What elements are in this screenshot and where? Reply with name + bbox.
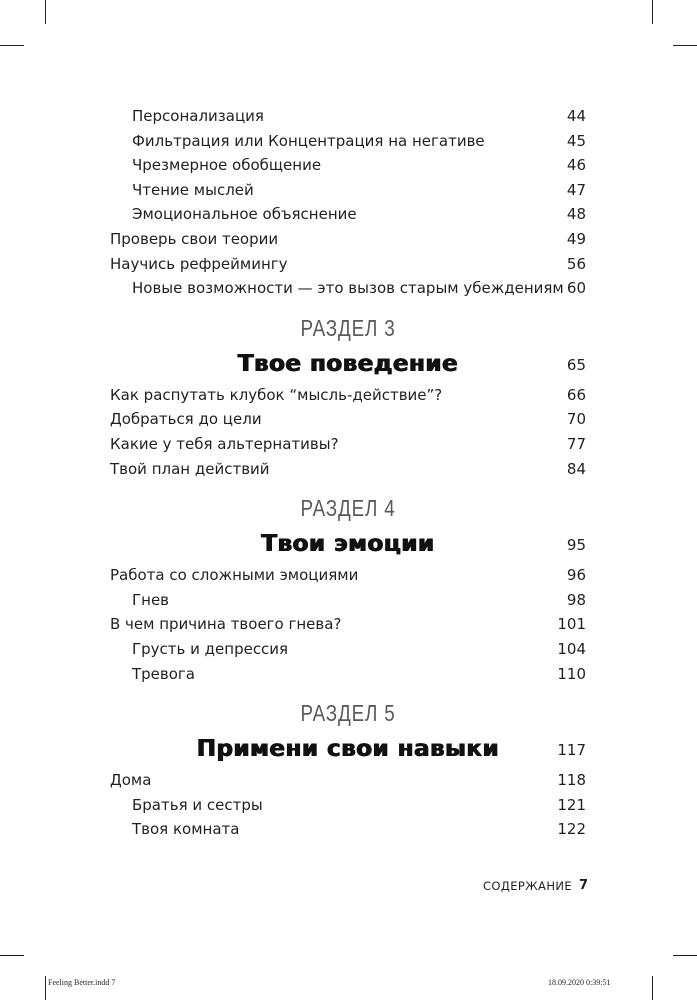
toc-entry-page: 46 <box>566 156 586 175</box>
toc-entry-label: В чем причина твоего гнева? <box>110 615 342 634</box>
toc-entry-label: Проверь свои теории <box>110 229 279 248</box>
toc-entry-label: Братья и сестры <box>132 795 263 814</box>
toc-entry[interactable] <box>110 227 586 252</box>
slug-file: Feeling Better.indd 7 <box>48 978 116 987</box>
toc-entry-page: 96 <box>566 566 586 585</box>
toc-entry-page: 84 <box>566 459 586 478</box>
section-kicker: РАЗДЕЛ 5 <box>300 700 396 727</box>
toc-entry-page: 122 <box>557 820 586 839</box>
toc-entry[interactable] <box>110 407 586 432</box>
toc-entry[interactable] <box>110 457 586 482</box>
toc-entry-label: Чтение мыслей <box>132 180 254 199</box>
toc-entry[interactable] <box>110 178 586 203</box>
toc-entry[interactable] <box>110 612 586 637</box>
toc-entry[interactable] <box>110 768 586 793</box>
toc-entry-label: Эмоциональное объяснение <box>132 205 357 224</box>
toc-entry[interactable] <box>110 104 586 129</box>
table-of-contents <box>110 104 586 842</box>
section-page: 117 <box>557 741 586 760</box>
toc-entry-label: Работа со сложными эмоциями <box>110 566 359 585</box>
section-heading[interactable] <box>110 347 586 383</box>
section-page: 95 <box>566 536 586 555</box>
toc-entry-label: Твоя комната <box>132 820 240 839</box>
section-kicker: РАЗДЕЛ 4 <box>300 495 396 522</box>
toc-entry-page: 47 <box>566 180 586 199</box>
toc-entry-label: Фильтрация или Концентрация на негативе <box>132 131 485 150</box>
toc-entry-page: 60 <box>566 279 586 298</box>
toc-entry-label: Научись рефреймингу <box>110 254 288 273</box>
crop-mark <box>673 955 697 956</box>
crop-mark <box>0 45 24 46</box>
section-heading[interactable] <box>110 732 586 768</box>
toc-entry-page: 45 <box>566 131 586 150</box>
toc-entry-label: Тревога <box>132 664 196 683</box>
crop-mark <box>0 955 24 956</box>
section-heading[interactable] <box>110 527 586 563</box>
toc-entry-page: 77 <box>566 434 586 453</box>
toc-entry-page: 98 <box>566 590 586 609</box>
toc-entry[interactable] <box>110 276 586 301</box>
toc-entry[interactable] <box>110 817 586 842</box>
toc-entry-label: Грусть и депрессия <box>132 639 289 658</box>
toc-entry[interactable] <box>110 662 586 687</box>
toc-entry-page: 49 <box>566 229 586 248</box>
crop-mark <box>45 0 46 24</box>
toc-entry-page: 121 <box>557 795 586 814</box>
toc-entry-label: Дома <box>110 771 152 790</box>
toc-entry-page: 110 <box>557 664 586 683</box>
toc-entry-label: Какие у тебя альтернативы? <box>110 434 339 453</box>
crop-mark <box>652 0 653 24</box>
toc-entry-label: Как распутать клубок “мысль-действие”? <box>110 385 443 404</box>
running-footer <box>483 876 588 896</box>
toc-entry-page: 104 <box>557 639 586 658</box>
toc-entry[interactable] <box>110 153 586 178</box>
toc-entry-label: Добраться до цели <box>110 410 262 429</box>
crop-mark <box>45 976 46 1000</box>
toc-entry[interactable] <box>110 588 586 613</box>
crop-mark <box>673 45 697 46</box>
footer-title: СОДЕРЖАНИЕ <box>483 879 573 893</box>
page-number: 7 <box>578 878 588 893</box>
toc-entry[interactable] <box>110 793 586 818</box>
toc-entry-page: 48 <box>566 205 586 224</box>
toc-entry-label: Твой план действий <box>110 459 270 478</box>
section-title: Примени свои навыки <box>196 736 500 763</box>
section-title: Твои эмоции <box>261 531 435 558</box>
crop-mark <box>652 976 653 1000</box>
toc-entry-page: 56 <box>566 254 586 273</box>
toc-entry-page: 101 <box>557 615 586 634</box>
slug-timestamp: 18.09.2020 0:39:51 <box>548 978 611 987</box>
section-title: Твое поведение <box>237 350 459 377</box>
toc-entry[interactable] <box>110 129 586 154</box>
toc-entry-page: 118 <box>557 771 586 790</box>
toc-entry[interactable] <box>110 202 586 227</box>
toc-entry[interactable] <box>110 637 586 662</box>
toc-entry-label: Новые возможности — это вызов старым убеждениям <box>132 279 564 298</box>
toc-entry[interactable] <box>110 563 586 588</box>
toc-entry-page: 44 <box>566 107 586 125</box>
toc-entry-label: Персонализация <box>132 107 264 125</box>
toc-entry-page: 70 <box>566 410 586 429</box>
toc-entry[interactable] <box>110 252 586 277</box>
toc-entry-page: 66 <box>566 385 586 404</box>
toc-entry[interactable] <box>110 383 586 408</box>
toc-entry[interactable] <box>110 432 586 457</box>
toc-entry-label: Гнев <box>132 590 170 609</box>
toc-entry-label: Чрезмерное обобщение <box>132 156 322 175</box>
section-kicker: РАЗДЕЛ 3 <box>300 314 396 341</box>
section-page: 65 <box>566 355 586 374</box>
